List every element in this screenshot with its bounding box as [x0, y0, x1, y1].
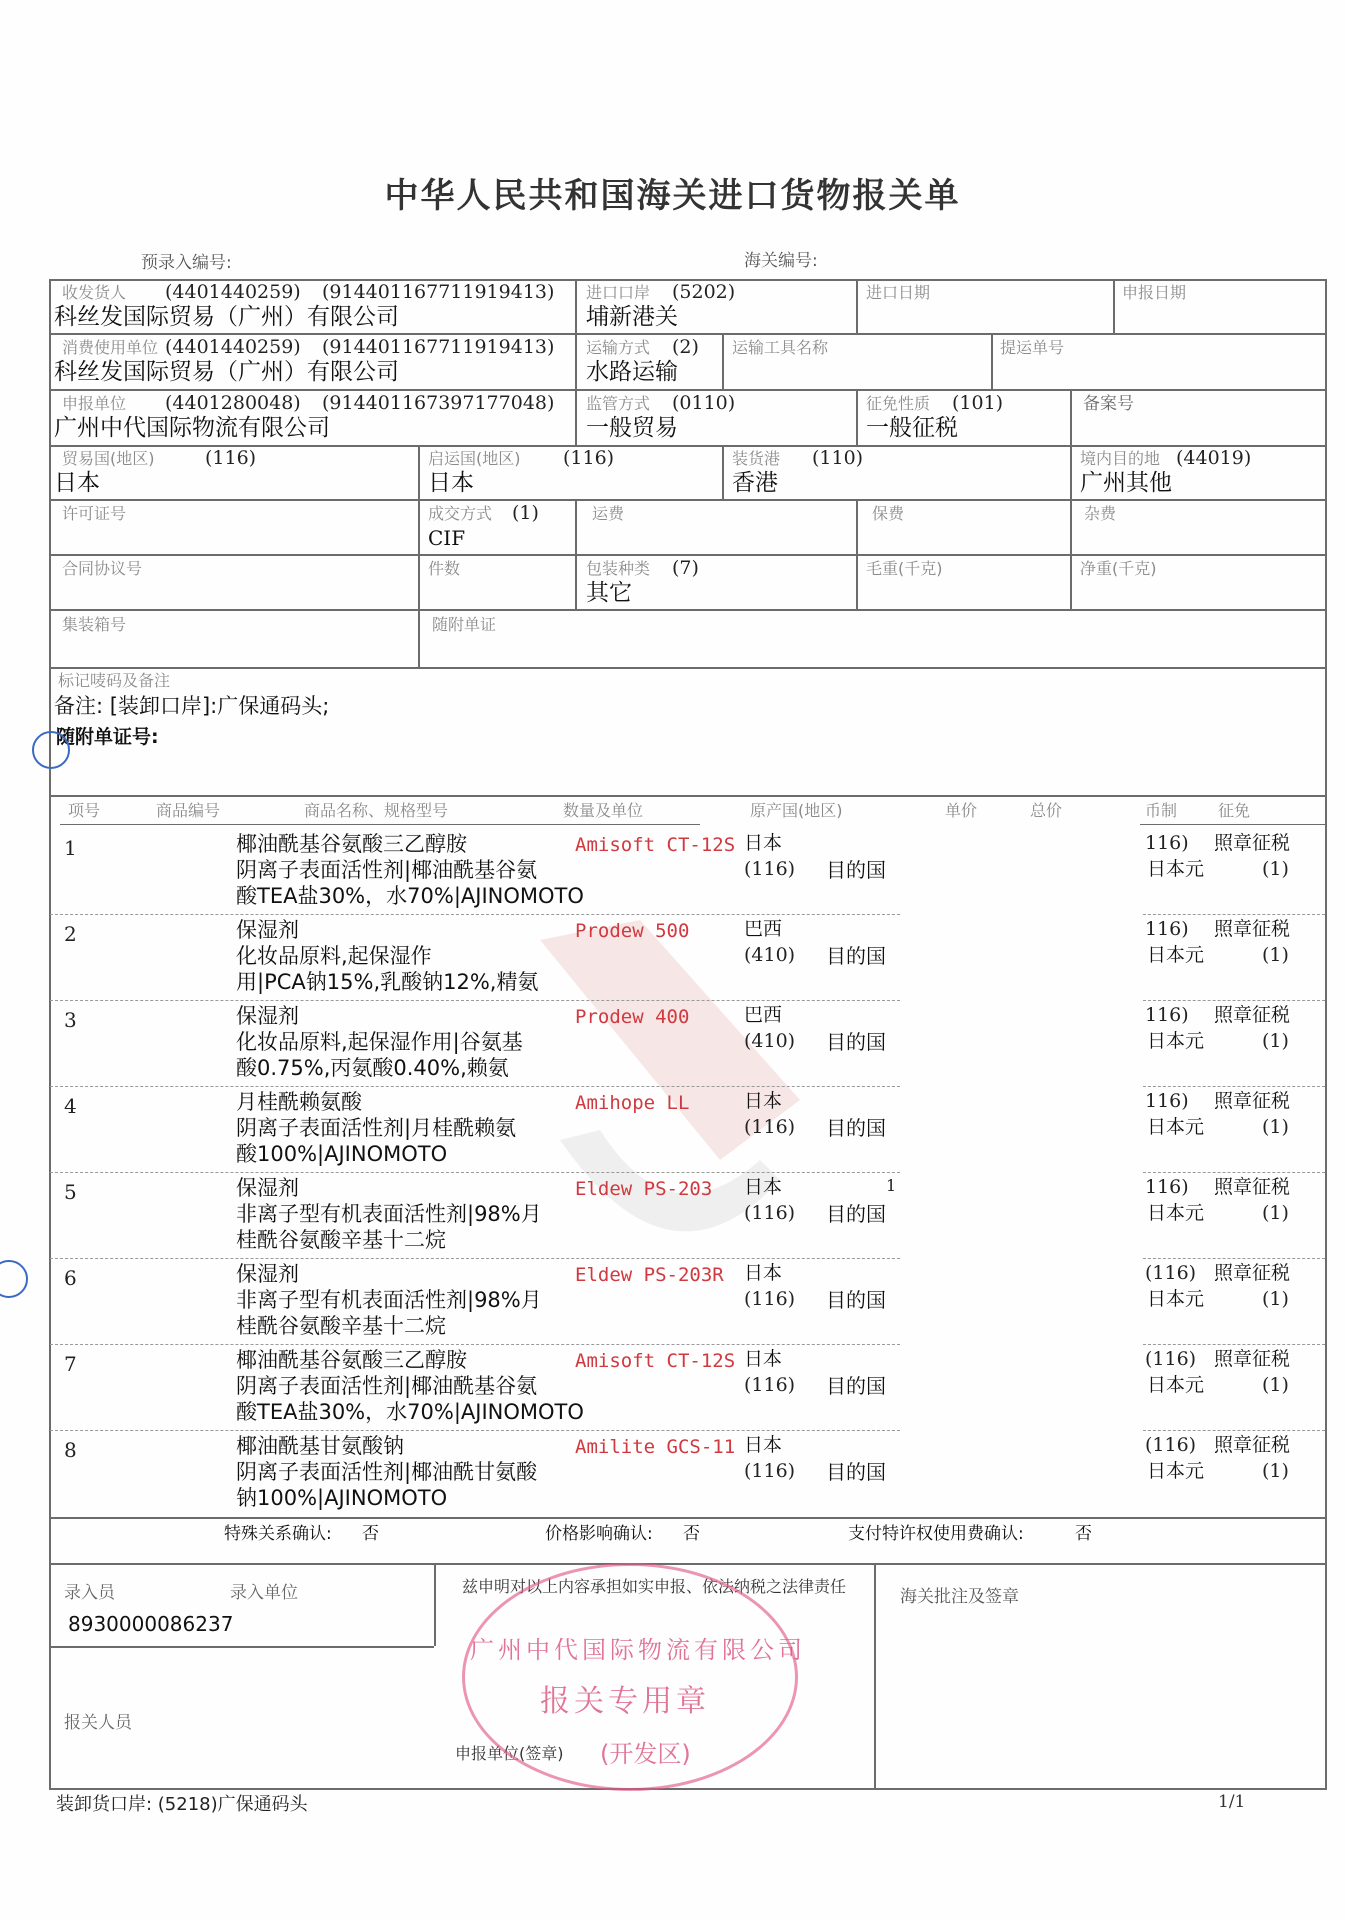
- row-divider: [50, 1258, 900, 1259]
- item-levy: 照章征税: [1214, 1434, 1291, 1456]
- item-name-line: 桂酰谷氨酸辛基十二烷: [236, 1314, 446, 1338]
- item-currency: 日本元: [1147, 1288, 1205, 1310]
- item-destination: 目的国: [826, 1202, 886, 1226]
- item-origin: 日本: [744, 1348, 783, 1370]
- item-origin: 日本: [744, 1090, 783, 1112]
- item-no: 2: [64, 922, 77, 946]
- levy-nature-code: (101): [952, 392, 1004, 414]
- item-name-line: 椰油酰基谷氨酸三乙醇胺: [236, 1348, 467, 1372]
- declare-date-label: 申报日期: [1122, 283, 1187, 302]
- item-levy: 照章征税: [1214, 918, 1291, 940]
- trade-country-code: (116): [205, 447, 257, 469]
- item-currency-code: (116): [1145, 1262, 1197, 1284]
- deal-mode-code: (1): [512, 502, 539, 524]
- item-currency: 日本元: [1147, 944, 1205, 966]
- deal-mode-value: CIF: [428, 526, 466, 550]
- row-divider: [1143, 1344, 1325, 1345]
- royalty-label: 支付特许权使用费确认:: [848, 1524, 1024, 1544]
- transport-mode-code: (2): [672, 336, 699, 358]
- entry-clerk-value: 8930000086237: [68, 1612, 234, 1636]
- item-origin-code: (116): [744, 1116, 796, 1138]
- item-no: 3: [64, 1008, 77, 1032]
- loading-port-label: 装货港: [732, 449, 781, 468]
- row-divider: [1143, 1258, 1325, 1259]
- special-relation-value: 否: [362, 1524, 379, 1544]
- import-date-label: 进口日期: [866, 283, 931, 302]
- row-divider: [1143, 1000, 1325, 1001]
- item-name-line: 阴离子表面活性剂|椰油酰甘氨酸: [236, 1460, 538, 1484]
- item-levy-code: (1): [1262, 1116, 1289, 1138]
- item-name-line: 保湿剂: [236, 1004, 299, 1028]
- declarant-code: (4401280048): [165, 392, 301, 414]
- item-destination: 目的国: [826, 1374, 886, 1398]
- stamp-sub-text: (开发区): [600, 1740, 691, 1768]
- item-name-line: 酸0.75%,丙氨酸0.40%,赖氨: [236, 1056, 509, 1080]
- broker-label: 报关人员: [64, 1713, 132, 1733]
- item-currency: 日本元: [1147, 1374, 1205, 1396]
- stamp-main-text: 报关专用章: [540, 1684, 710, 1719]
- row-divider: [1143, 1086, 1325, 1087]
- page-number: 1/1: [1218, 1792, 1246, 1812]
- item-levy-code: (1): [1262, 1202, 1289, 1224]
- item-name-line: 阴离子表面活性剂|椰油酰基谷氨: [236, 1374, 538, 1398]
- row-divider: [50, 1344, 900, 1345]
- vessel-name-label: 运输工具名称: [732, 338, 829, 357]
- document-title: 中华人民共和国海关进口货物报关单: [384, 176, 961, 216]
- item-model: Amisoft CT-12S: [575, 1350, 736, 1372]
- item-currency: 日本元: [1147, 858, 1205, 880]
- customs-no-label: 海关编号:: [744, 251, 818, 271]
- destination-label: 境内目的地: [1080, 449, 1161, 468]
- item-name-line: 化妆品原料,起保湿作用|谷氨基: [236, 1030, 523, 1054]
- item-name-line: 酸TEA盐30%，水70%|AJINOMOTO: [236, 1400, 584, 1424]
- entry-clerk-label: 录入员: [64, 1583, 115, 1603]
- item-name-line: 非离子型有机表面活性剂|98%月: [236, 1288, 542, 1312]
- header-origin: 原产国(地区): [750, 801, 843, 820]
- punch-hole-icon: [0, 1260, 28, 1298]
- trade-country-label: 贸易国(地区): [62, 449, 155, 468]
- pack-type-code: (7): [672, 557, 699, 579]
- consignee-value: 科丝发国际贸易（广州）有限公司: [54, 304, 399, 330]
- item-name-line: 保湿剂: [236, 1262, 299, 1286]
- item-levy-code: (1): [1262, 858, 1289, 880]
- item-qty: 1: [886, 1176, 897, 1195]
- remark-text: 备注: [装卸口岸]:广保通码头;: [54, 694, 330, 718]
- header-levy: 征免: [1218, 801, 1251, 820]
- bill-no-label: 提运单号: [1000, 338, 1065, 357]
- consignee-code: (4401440259): [165, 281, 301, 303]
- item-model: Amihope LL: [575, 1092, 690, 1114]
- consumer-value: 科丝发国际贸易（广州）有限公司: [54, 359, 399, 385]
- freight-label: 运费: [592, 504, 625, 523]
- item-destination: 目的国: [826, 1030, 886, 1054]
- item-name-line: 用|PCA钠15%,乳酸钠12%,精氨: [236, 970, 539, 994]
- item-levy-code: (1): [1262, 944, 1289, 966]
- consumer-credit-code: (914401167711919413): [322, 336, 555, 358]
- supervision-label: 监管方式: [586, 394, 651, 413]
- item-currency: 日本元: [1147, 1030, 1205, 1052]
- item-model: Prodew 400: [575, 1006, 690, 1028]
- port-value: 埔新港关: [586, 304, 678, 330]
- item-origin: 日本: [744, 832, 783, 854]
- row-divider: [1143, 914, 1325, 915]
- row-divider: [50, 1000, 900, 1001]
- header-hs-code: 商品编号: [156, 801, 221, 820]
- item-no: 4: [64, 1094, 77, 1118]
- header-currency: 币制: [1145, 801, 1178, 820]
- entry-unit-label: 录入单位: [230, 1583, 298, 1603]
- item-origin-code: (410): [744, 1030, 796, 1052]
- price-effect-label: 价格影响确认:: [545, 1524, 653, 1544]
- item-destination: 目的国: [826, 1460, 886, 1484]
- item-model: Amisoft CT-12S: [575, 834, 736, 856]
- item-origin-code: (116): [744, 1288, 796, 1310]
- item-levy-code: (1): [1262, 1460, 1289, 1482]
- item-currency-code: 116): [1145, 1004, 1189, 1026]
- port-label: 进口口岸: [586, 283, 651, 302]
- item-origin: 巴西: [744, 1004, 783, 1026]
- item-levy: 照章征税: [1214, 1262, 1291, 1284]
- item-name-line: 月桂酰赖氨酸: [236, 1090, 362, 1114]
- header-qty-unit: 数量及单位: [563, 801, 644, 820]
- item-origin: 巴西: [744, 918, 783, 940]
- insurance-label: 保费: [872, 504, 905, 523]
- item-no: 8: [64, 1438, 77, 1462]
- destination-value: 广州其他: [1080, 470, 1172, 496]
- item-name-line: 酸100%|AJINOMOTO: [236, 1142, 448, 1166]
- item-currency-code: (116): [1145, 1434, 1197, 1456]
- item-currency: 日本元: [1147, 1202, 1205, 1224]
- row-divider: [1143, 1430, 1325, 1431]
- item-name-line: 非离子型有机表面活性剂|98%月: [236, 1202, 542, 1226]
- documents-label: 随附单证: [432, 615, 497, 634]
- supervision-value: 一般贸易: [586, 415, 678, 441]
- row-divider: [50, 1172, 900, 1173]
- item-currency: 日本元: [1147, 1116, 1205, 1138]
- punch-hole-icon: [32, 731, 70, 769]
- header-item-no: 项号: [68, 801, 101, 820]
- item-levy-code: (1): [1262, 1374, 1289, 1396]
- item-origin-code: (116): [744, 1374, 796, 1396]
- declarant-value: 广州中代国际物流有限公司: [54, 415, 330, 441]
- item-origin-code: (410): [744, 944, 796, 966]
- contract-label: 合同协议号: [62, 559, 143, 578]
- item-currency: 日本元: [1147, 1460, 1205, 1482]
- stamp-arc-text: 广州中代国际物流有限公司: [470, 1636, 806, 1664]
- item-origin: 日本: [744, 1262, 783, 1284]
- item-name-line: 保湿剂: [236, 918, 299, 942]
- item-destination: 目的国: [826, 1288, 886, 1312]
- item-currency-code: 116): [1145, 918, 1189, 940]
- loading-port-code: (110): [812, 447, 864, 469]
- item-origin-code: (116): [744, 858, 796, 880]
- departure-country-label: 启运国(地区): [428, 449, 521, 468]
- record-no-label: 备案号: [1083, 394, 1134, 414]
- royalty-value: 否: [1075, 1524, 1092, 1544]
- item-no: 1: [64, 836, 77, 860]
- consumer-code: (4401440259): [165, 336, 301, 358]
- item-model: Eldew PS-203R: [575, 1264, 724, 1286]
- declarant-label: 申报单位: [62, 394, 127, 413]
- item-currency-code: (116): [1145, 1348, 1197, 1370]
- footer-port: 装卸货口岸: (5218)广保通码头: [56, 1794, 308, 1815]
- departure-country-code: (116): [563, 447, 615, 469]
- item-name-line: 酸TEA盐30%，水70%|AJINOMOTO: [236, 884, 584, 908]
- row-divider: [1143, 1172, 1325, 1173]
- deal-mode-label: 成交方式: [428, 504, 493, 523]
- item-name-line: 桂酰谷氨酸辛基十二烷: [236, 1228, 446, 1252]
- consumer-label: 消费使用单位: [62, 338, 159, 357]
- item-destination: 目的国: [826, 1116, 886, 1140]
- item-destination: 目的国: [826, 858, 886, 882]
- header-unit-price: 单价: [945, 801, 978, 820]
- item-name-line: 保湿剂: [236, 1176, 299, 1200]
- transport-mode-value: 水路运输: [586, 359, 678, 385]
- misc-label: 杂费: [1084, 504, 1117, 523]
- row-divider: [50, 1086, 900, 1087]
- special-relation-label: 特殊关系确认:: [224, 1524, 332, 1544]
- item-levy-code: (1): [1262, 1288, 1289, 1310]
- item-name-line: 化妆品原料,起保湿作: [236, 944, 432, 968]
- item-name-line: 椰油酰基谷氨酸三乙醇胺: [236, 832, 467, 856]
- price-effect-value: 否: [683, 1524, 700, 1544]
- net-weight-label: 净重(千克): [1080, 559, 1157, 578]
- container-label: 集装箱号: [62, 615, 127, 634]
- item-name-line: 椰油酰基甘氨酸钠: [236, 1434, 404, 1458]
- trade-country-value: 日本: [54, 470, 100, 496]
- item-model: Eldew PS-203: [575, 1178, 713, 1200]
- item-currency-code: 116): [1145, 1090, 1189, 1112]
- item-currency-code: 116): [1145, 832, 1189, 854]
- consignee-label: 收发货人: [62, 283, 127, 302]
- item-no: 6: [64, 1266, 77, 1290]
- item-origin-code: (116): [744, 1460, 796, 1482]
- item-name-line: 阴离子表面活性剂|椰油酰基谷氨: [236, 858, 538, 882]
- item-destination: 目的国: [826, 944, 886, 968]
- departure-country-value: 日本: [428, 470, 474, 496]
- packages-label: 件数: [428, 559, 461, 578]
- declaration-text: 兹申明对以上内容承担如实申报、依法纳税之法律责任: [462, 1577, 847, 1596]
- port-code: (5202): [672, 281, 736, 303]
- item-currency-code: 116): [1145, 1176, 1189, 1198]
- customs-note-label: 海关批注及签章: [900, 1587, 1019, 1607]
- pre-entry-no-label: 预录入编号:: [141, 253, 232, 273]
- license-label: 许可证号: [62, 504, 127, 523]
- declarant-sign-label: 申报单位(签章): [455, 1744, 564, 1763]
- pack-type-label: 包装种类: [586, 559, 651, 578]
- row-divider: [50, 914, 900, 915]
- header-name-spec: 商品名称、规格型号: [304, 801, 449, 820]
- item-no: 5: [64, 1180, 77, 1204]
- item-name-line: 钠100%|AJINOMOTO: [236, 1486, 448, 1510]
- marks-label: 标记唛码及备注: [58, 671, 171, 690]
- item-levy: 照章征税: [1214, 1176, 1291, 1198]
- item-levy: 照章征税: [1214, 1348, 1291, 1370]
- item-model: Amilite GCS-11: [575, 1436, 736, 1458]
- consignee-credit-code: (914401167711919413): [322, 281, 555, 303]
- pack-type-value: 其它: [586, 580, 632, 606]
- item-origin: 日本: [744, 1176, 783, 1198]
- destination-code: (44019): [1176, 447, 1252, 469]
- supervision-code: (0110): [672, 392, 736, 414]
- item-origin: 日本: [744, 1434, 783, 1456]
- item-name-line: 阴离子表面活性剂|月桂酰赖氨: [236, 1116, 517, 1140]
- transport-mode-label: 运输方式: [586, 338, 651, 357]
- attached-doc-no: 随附单证号:: [56, 726, 159, 748]
- levy-nature-label: 征免性质: [866, 394, 931, 413]
- declarant-credit-code: (914401167397177048): [322, 392, 555, 414]
- item-levy: 照章征税: [1214, 1090, 1291, 1112]
- row-divider: [50, 1430, 900, 1431]
- item-no: 7: [64, 1352, 77, 1376]
- item-model: Prodew 500: [575, 920, 690, 942]
- item-levy: 照章征税: [1214, 832, 1291, 854]
- item-levy-code: (1): [1262, 1030, 1289, 1052]
- header-total-price: 总价: [1030, 801, 1063, 820]
- loading-port-value: 香港: [732, 470, 778, 496]
- gross-weight-label: 毛重(千克): [866, 559, 943, 578]
- levy-nature-value: 一般征税: [866, 415, 958, 441]
- item-origin-code: (116): [744, 1202, 796, 1224]
- item-levy: 照章征税: [1214, 1004, 1291, 1026]
